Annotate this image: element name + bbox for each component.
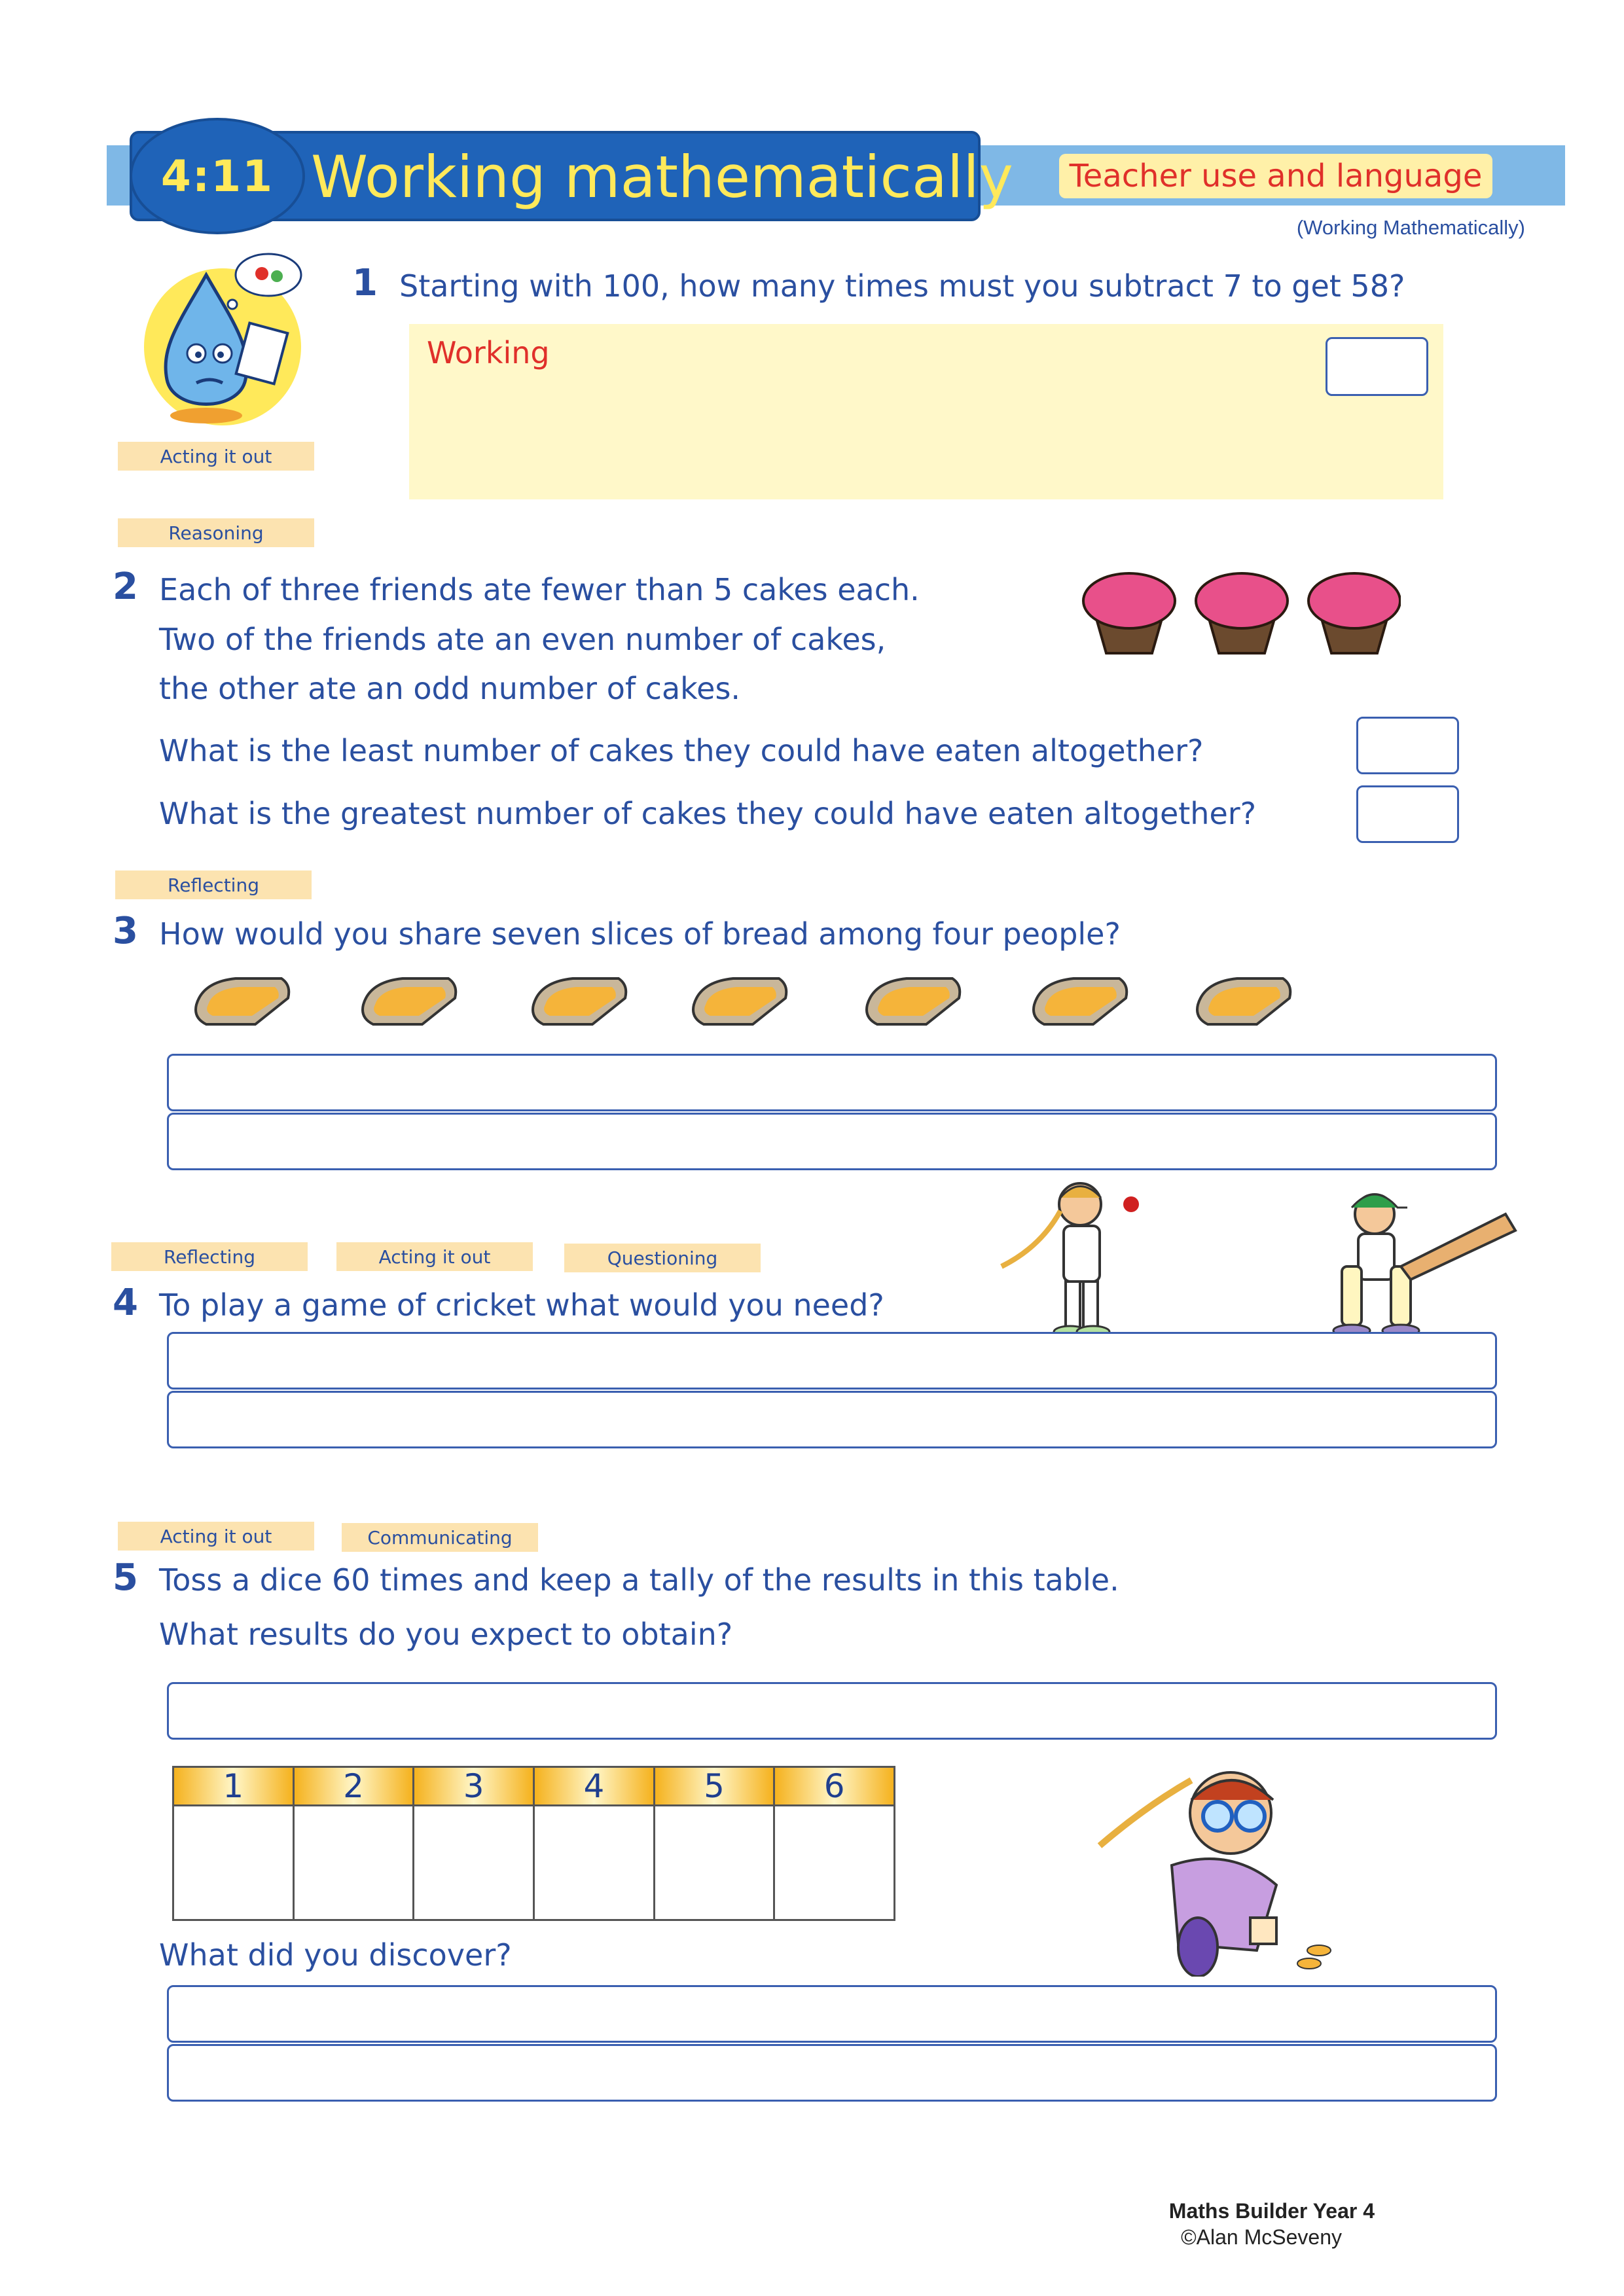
- q3-answer-line-2[interactable]: [167, 1113, 1497, 1170]
- least-question: What is the least number of cakes they could have eaten altogether?: [159, 733, 1204, 768]
- tally-cell[interactable]: [533, 1806, 653, 1921]
- q5-discover-line-2[interactable]: [167, 2044, 1497, 2102]
- question-text-1: Toss a dice 60 times and keep a tally of the results in this table.: [159, 1562, 1119, 1598]
- q3-answer-line-1[interactable]: [167, 1054, 1497, 1111]
- tally-table: [172, 1766, 895, 1921]
- q5-expect-answer-line[interactable]: [167, 1682, 1497, 1740]
- question-number: 4: [113, 1282, 138, 1324]
- tag-acting-it-out: Acting it out: [336, 1242, 533, 1271]
- copyright: ©Alan McSeveny: [1181, 2225, 1342, 2249]
- tally-header: 1: [172, 1766, 293, 1806]
- tag-communicating: Communicating: [342, 1523, 538, 1552]
- question-number: 2: [113, 565, 138, 608]
- tag-reflecting: Reflecting: [115, 870, 312, 899]
- cupcakes-icon: [1080, 568, 1401, 660]
- page-title: Working mathematically: [311, 143, 1013, 211]
- least-answer-box[interactable]: [1356, 717, 1459, 774]
- tally-header: 4: [533, 1766, 653, 1806]
- q4-answer-line-1[interactable]: [167, 1332, 1497, 1390]
- question-line-3: the other ate an odd number of cakes.: [159, 671, 741, 706]
- page-subtitle: (Working Mathematically): [1296, 216, 1525, 239]
- tag-reflecting: Reflecting: [111, 1242, 308, 1271]
- batsman-icon: [1316, 1175, 1525, 1342]
- q1-answer-box[interactable]: [1326, 337, 1428, 396]
- question-number: 1: [352, 262, 378, 304]
- discover-question: What did you discover?: [159, 1937, 512, 1973]
- tag-acting-it-out: Acting it out: [118, 442, 314, 471]
- tally-header: 5: [653, 1766, 774, 1806]
- tag-acting-it-out: Acting it out: [118, 1522, 314, 1551]
- tag-reasoning: Reasoning: [118, 518, 314, 547]
- book-title: Maths Builder Year 4: [1168, 2199, 1375, 2223]
- tally-cell[interactable]: [412, 1806, 533, 1921]
- tally-body-row: [172, 1806, 895, 1921]
- tally-header: 6: [773, 1766, 895, 1806]
- question-text: Starting with 100, how many times must you subtract 7 to get 58?: [399, 268, 1405, 304]
- thinking-mascot-icon: [108, 249, 311, 432]
- lesson-code: 4:11: [160, 151, 274, 202]
- tally-cell[interactable]: [293, 1806, 413, 1921]
- question-line-1: Each of three friends ate fewer than 5 cakes each.: [159, 572, 920, 607]
- question-text: How would you share seven slices of bread among four people?: [159, 916, 1121, 952]
- question-line-2: Two of the friends ate an even number of cakes,: [159, 622, 886, 657]
- tally-cell[interactable]: [653, 1806, 774, 1921]
- girl-with-dice-icon: [1093, 1754, 1342, 1977]
- teacher-use-label: Teacher use and language: [1059, 154, 1492, 198]
- question-number: 3: [113, 910, 138, 952]
- tally-header: 3: [412, 1766, 533, 1806]
- greatest-question: What is the greatest number of cakes they could have eaten altogether?: [159, 796, 1257, 831]
- bread-slices-icon: [190, 969, 1316, 1034]
- q5-discover-line-1[interactable]: [167, 1985, 1497, 2043]
- question-number: 5: [113, 1556, 138, 1599]
- question-text: To play a game of cricket what would you need?: [159, 1287, 884, 1323]
- working-label: Working: [427, 335, 550, 370]
- greatest-answer-box[interactable]: [1356, 785, 1459, 843]
- tally-header-row: [172, 1766, 895, 1806]
- q4-answer-line-2[interactable]: [167, 1391, 1497, 1448]
- working-area[interactable]: [409, 324, 1443, 499]
- tally-cell[interactable]: [172, 1806, 293, 1921]
- tally-header: 2: [293, 1766, 413, 1806]
- question-text-2: What results do you expect to obtain?: [159, 1617, 733, 1652]
- tag-questioning: Questioning: [564, 1244, 761, 1272]
- bowler-icon: [988, 1175, 1159, 1342]
- tally-cell[interactable]: [773, 1806, 895, 1921]
